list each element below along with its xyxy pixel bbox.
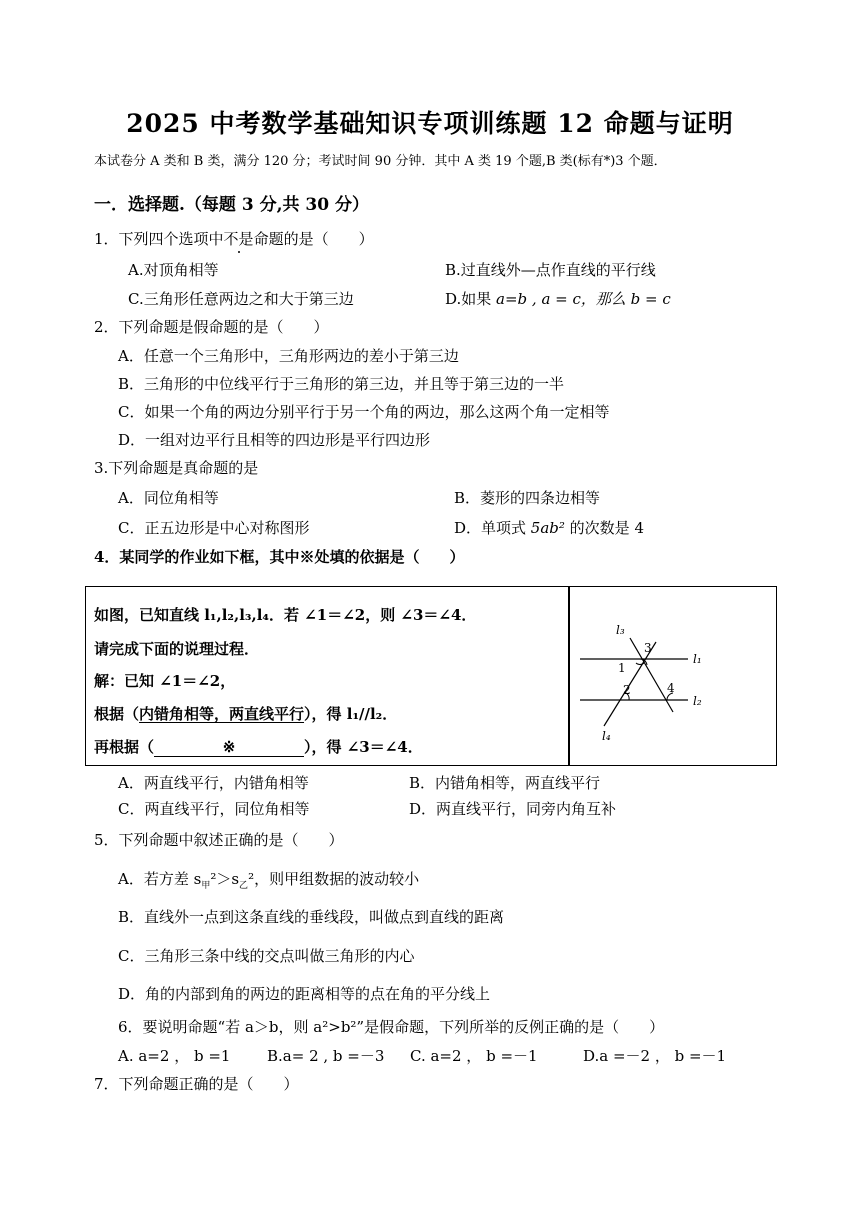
- question-6-stem: 6．要说明命题“若 a＞b，则 a²>b²”是假命题，下列所举的反例正确的是（ ）: [118, 1018, 665, 1036]
- q6-option-a: A. a=2 ， b =1: [118, 1047, 231, 1065]
- box-line-4-pre: 根据（: [94, 705, 140, 723]
- q1-option-d: [445, 288, 671, 309]
- q2-option-d: D．一组对边平行且相等的四边形是平行四边形: [118, 431, 431, 449]
- q1-stem-pre: 1．下列四个选项中: [94, 230, 224, 248]
- q4-option-c: C．两直线平行，同位角相等: [118, 800, 310, 818]
- q3-option-d: [454, 517, 644, 538]
- q1-option-b: B.过直线外—点作直线的平行线: [445, 261, 656, 279]
- label-angle-4: 4: [667, 681, 675, 695]
- label-angle-3: 3: [644, 641, 652, 655]
- q1-option-a: A.对顶角相等: [128, 261, 219, 279]
- label-angle-2: 2: [623, 683, 631, 697]
- q5-option-a: [118, 868, 419, 891]
- label-l2: l₂: [693, 694, 702, 708]
- q1-stem-post: 命题的是（ ）: [253, 230, 374, 248]
- q3-option-d-post: 的次数是 4: [564, 519, 644, 537]
- question-4-stem: 4．某同学的作业如下框，其中※处填的依据是（ ）: [94, 548, 465, 566]
- box-line-5: [94, 736, 423, 757]
- parallel-lines-figure: [578, 596, 768, 756]
- box-line-3: 解：已知 ∠1＝∠2，: [94, 672, 236, 690]
- q4-option-b: B．内错角相等，两直线平行: [409, 774, 601, 792]
- q2-option-c: C．如果一个角的两边分别平行于另一个角的两边，那么这两个角一定相等: [118, 403, 610, 421]
- q4-option-a: A．两直线平行，内错角相等: [118, 774, 309, 792]
- question-7-stem: 7．下列命题正确的是（ ）: [94, 1075, 299, 1093]
- box-line-4-underlined: 内错角相等，两直线平行: [139, 705, 305, 723]
- q5-option-d: D．角的内部到角的两边的距离相等的点在角的平分线上: [118, 985, 491, 1003]
- label-angle-1: 1: [618, 661, 626, 675]
- q6-option-d: D.a =－2 ， b =－1: [583, 1047, 727, 1065]
- q5-option-c: C．三角形三条中线的交点叫做三角形的内心: [118, 947, 415, 965]
- q3-option-a: A．同位角相等: [118, 489, 219, 507]
- q3-option-c: C．正五边形是中心对称图形: [118, 519, 310, 537]
- answer-blank: ※: [154, 738, 304, 757]
- question-5-stem: 5．下列命题中叙述正确的是（ ）: [94, 831, 344, 849]
- q6-option-b: B.a= 2 , b =－3: [267, 1047, 385, 1065]
- q1-option-d-math: a=b , a = c，那么 b = c: [496, 290, 671, 308]
- box-line-2: 请完成下面的说理过程．: [94, 640, 260, 658]
- exam-note: 本试卷分 A 类和 B 类，满分 120 分；考试时间 90 分钟．其中 A 类 19 个题,B 类(标有*)3 个题．: [94, 154, 667, 169]
- q2-option-b: B．三角形的中位线平行于三角形的第三边，并且等于第三边的一半: [118, 375, 565, 393]
- q1-option-c: C.三角形任意两边之和大于第三边: [128, 290, 354, 308]
- q5-a-mid: ²＞s: [210, 870, 240, 888]
- homework-box-divider: [568, 586, 570, 766]
- label-l4: l₄: [602, 729, 611, 743]
- q3-option-d-math: 5ab²: [530, 519, 565, 537]
- q5-a-pre: A．若方差 s: [118, 870, 202, 888]
- section-heading: 一．选择题.（每题 3 分,共 30 分）: [94, 195, 369, 215]
- q3-option-d-pre: D．单项式: [454, 519, 531, 537]
- question-3-stem: 3.下列命题是真命题的是: [94, 459, 259, 477]
- q5-a-post: ²，则甲组数据的波动较小: [248, 870, 420, 888]
- q4-option-d: D．两直线平行，同旁内角互补: [409, 800, 617, 818]
- label-l3: l₃: [616, 623, 625, 637]
- q5-option-b: B．直线外一点到这条直线的垂线段，叫做点到直线的距离: [118, 908, 505, 926]
- q2-option-a: A．任意一个三角形中，三角形两边的差小于第三边: [118, 347, 459, 365]
- page-title: 2025 中考数学基础知识专项训练题 12 命题与证明: [126, 109, 734, 138]
- label-l1: l₁: [693, 652, 702, 666]
- q5-a-sub1: 甲: [201, 881, 211, 891]
- question-2-stem: 2．下列命题是假命题的是（ ）: [94, 318, 329, 336]
- box-line-4: [94, 703, 397, 724]
- q6-option-c: C. a=2 ， b =－1: [410, 1047, 538, 1065]
- box-line-4-post: ），得 l₁//l₂．: [304, 705, 398, 723]
- q5-a-sub2: 乙: [239, 881, 249, 891]
- box-line-1: 如图，已知直线 l₁,l₂,l₃,l₄．若 ∠1＝∠2，则 ∠3＝∠4．: [94, 606, 477, 624]
- box-line-5-pre: 再根据（: [94, 738, 155, 756]
- q3-option-b: B．菱形的四条边相等: [454, 489, 601, 507]
- question-1-stem: [94, 228, 374, 249]
- box-line-5-post: ），得 ∠3＝∠4．: [304, 738, 423, 756]
- q1-option-d-pre: D.如果: [445, 290, 497, 308]
- q1-stem-emphasis: 不是: [223, 230, 254, 248]
